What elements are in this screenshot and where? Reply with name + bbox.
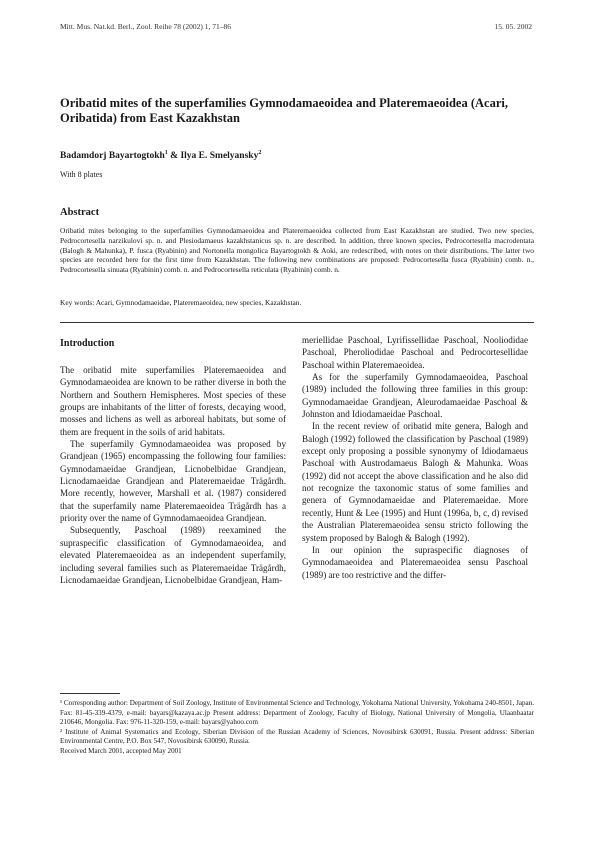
introduction-heading: Introduction xyxy=(60,338,115,349)
keywords: Key words: Acari, Gymnodamaeidae, Plateremaeoidea, new species, Kazakhstan. xyxy=(60,298,302,307)
section-divider xyxy=(60,322,534,323)
abstract-text: Oribatid mites belonging to the superfamilies Gymnodamaeoidea and Plateremaeoidea collected from East Kazakhstan are studied. Two new species, Pedrocortesella narzikulovi sp. n. and Plesiodamaeus kazakhstanicus sp. n. are described. In addition, three known species, Pedrocortesella macrodentata (Balogh & Mahunka), P. fusca (Ryabinin) and Nortonella mongolica Bayartogtokh & Aoki, are redescribed, with notes on their distributions. The latter two species are recorded here for the first time from Kazakhstan. The following new combinations are proposed: Pedrocortesella fusca (Ryabinin) comb. n., Pedrocortesella sinuata (Ryabinin) comb. n. and Pedrocortesella reticulata (Ryabinin) comb. n. xyxy=(60,226,534,275)
paragraph: meriellidae Paschoal, Lyrifissellidae Paschoal, Nooliodidae Paschoal, Pheroliodidae Paschoal and Pedrocortesellidae Paschoal within Plateremaeoidea. xyxy=(302,335,528,370)
footnote: ¹ Corresponding author: Department of Soil Zoology, Institute of Environmental Science and Technology, Yokohama National University, Yokohama 240-8501, Japan. Fax: 81-45-339-4379, e-mail: bayars@kazaya.ac.jp Present address: Department of Zoology, Faculty of Biology, National University of Mongolia, Ulaanbaatar 210646, Mongolia. Fax: 976-11-320-159, e-mail: bayars@yahoo.com xyxy=(60,699,534,727)
publication-date: 15. 05. 2002 xyxy=(494,22,532,31)
paragraph: Subsequently, Paschoal (1989) reexamined the supraspecific classification of Gymnodamaeoidea, and elevated Plateremaeoidea as an independent superfamily, including several families such as Plateremaeidae Trägårdh, Licnodamaeidae Grandjean, Licnobelbidae Grandjean, Ham- xyxy=(60,525,286,585)
left-column xyxy=(60,338,286,586)
author-joiner: & xyxy=(167,151,181,162)
author-name: Ilya E. Smelyansky xyxy=(180,151,259,162)
footnote-divider xyxy=(60,693,120,694)
footnotes xyxy=(60,699,534,757)
footnote: ² Institute of Animal Systematics and Ecology, Siberian Division of the Russian Academy of Sciences, Novosibirsk 630091, Russia. Present address: Siberian Environmental Centre, P.O. Box 547, Novosibirsk 630090, Russia. xyxy=(60,727,534,746)
footnote-marker: 1 xyxy=(164,150,168,156)
running-header xyxy=(60,22,532,36)
abstract-heading: Abstract xyxy=(60,207,100,218)
right-column xyxy=(302,334,528,581)
footnote-marker: 2 xyxy=(258,150,262,156)
journal-citation: Mitt. Mus. Nat.kd. Berl., Zool. Reihe 78 (2002) 1, 71–86 xyxy=(60,22,232,31)
paragraph: In the recent review of oribatid mite genera, Balogh and Balogh (1992) followed the classification by Paschoal (1989) except only proposing a possible synonymy of Idiodamaeus Paschoal with Austrodamaeus Balogh & Mahunka. Woas (1992) did not accept the above classification and he also did not recognize the taxonomic status of some families and genera of Gymnodamaeidae and Plateremaeidae. More recently, Hunt & Lee (1995) and Hunt (1996a, b, c, d) revised the Australian Plateremaeoidea sensu stricto following the system proposed by Balogh & Balogh (1992). xyxy=(302,421,528,543)
author-line xyxy=(60,150,540,161)
received-note: Received March 2001, accepted May 2001 xyxy=(60,746,182,755)
paragraph: The superfamily Gymnodamaeoidea was proposed by Grandjean (1965) encompassing the following four families: Gymnodamaeidae Grandjean, Licnobelbidae Grandjean, Licnodamaeidae Grandjean and Plateremaeidae Trägårdh. More recently, however, Marshall et al. (1987) considered that the superfamily name Plateremaeoidea Trägårdh has a priority over the name of Gymnodamaeoidea Grandjean. xyxy=(60,439,286,524)
paper-title: Oribatid mites of the superfamilies Gymnodamaeoidea and Plateremaeoidea (Acari, Oribatida) from East Kazakhstan xyxy=(60,96,508,125)
plates-note: With 8 plates xyxy=(60,170,103,179)
paragraph: As for the superfamily Gymnodamaeoidea, Paschoal (1989) included the following three families in this group: Gymnodamaeidae Grandjean, Aleurodamaeidae Paschoal & Johnston and Idiodamaeidae Paschoal. xyxy=(302,372,528,420)
author-name: Badamdorj Bayartogtokh xyxy=(60,151,165,162)
paragraph: In our opinion the supraspecific diagnoses of Gymnodamaeoidea and Plateremaeoidea sensu Paschoal (1989) are too restrictive and the differ- xyxy=(302,544,528,580)
paragraph: The oribatid mite superfamilies Plateremaeoidea and Gymnodamaeoidea are known to be rather diverse in both the Northern and Southern Hemispheres. Most species of these groups are inhabitants of the litter of forests, decaying wood, mosses and lichens as well as arboreal habitats, but some of them are frequent in the soils of arid habitats. xyxy=(60,365,286,437)
